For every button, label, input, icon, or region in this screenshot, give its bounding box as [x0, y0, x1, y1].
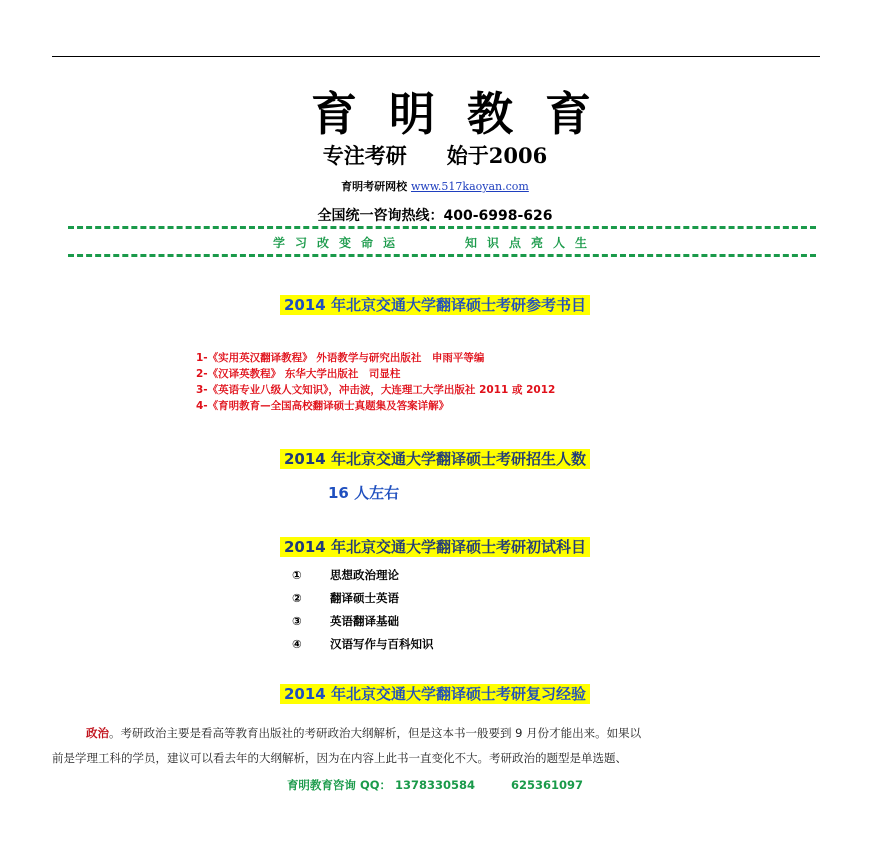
footer-contact-label: 育明教育咨询 QQ： [286, 778, 391, 792]
review-heading-row [0, 683, 870, 704]
slogan [0, 140, 870, 170]
school-url-link[interactable]: www.517kaoyan.com [410, 180, 529, 193]
dashed-divider-top [68, 226, 816, 229]
footer-contact [0, 777, 870, 793]
subject-name: 英语翻译基础 [330, 614, 399, 628]
footer-qq-2: 625361097 [511, 778, 584, 792]
slogan-right: 始于2006 [446, 143, 548, 168]
subject-number: ③ [292, 614, 302, 628]
subject-number: ① [292, 568, 302, 582]
review-paragraph-line: 前是学理工科的学员，建议可以看去年的大纲解析，因为在内容上此书一直变化不大。考研政治的题型是单选题、 [52, 751, 627, 765]
subject-number: ④ [292, 637, 302, 651]
slogan-left: 专注考研 [322, 143, 407, 168]
subject-name: 汉语写作与百科知识 [330, 637, 434, 651]
books-heading: 2014 年北京交通大学翻译硕士考研参考书目 [280, 295, 590, 315]
footer-qq-1: 1378330584 [395, 778, 476, 792]
hotline: 全国统一咨询热线：400-6998-626 [317, 208, 553, 224]
subject-item [292, 636, 434, 652]
motto-right: 知识点亮人生 [465, 236, 598, 250]
review-heading: 2014 年北京交通大学翻译硕士考研复习经验 [280, 684, 590, 704]
subject-name: 翻译硕士英语 [330, 591, 399, 605]
review-paragraph-lead: 政治 [86, 726, 109, 740]
book-item: 3-《英语专业八级人文知识》，冲击波，大连理工大学出版社 2011 或 2012 [196, 384, 556, 396]
school-label: 育明考研网校 [341, 180, 408, 193]
subject-item [292, 590, 399, 606]
subject-number: ② [292, 591, 302, 605]
subject-item [292, 613, 399, 629]
motto [0, 234, 870, 251]
school-line [0, 178, 870, 194]
top-divider [52, 56, 820, 57]
subjects-heading: 2014 年北京交通大学翻译硕士考研初试科目 [280, 537, 590, 557]
dashed-divider-bottom [68, 254, 816, 257]
subject-name: 思想政治理论 [330, 568, 399, 582]
enroll-heading: 2014 年北京交通大学翻译硕士考研招生人数 [280, 449, 590, 469]
subjects-heading-row [0, 536, 870, 557]
brand-title: 育明教育 [311, 87, 623, 141]
subject-item [292, 567, 399, 583]
motto-left: 学习改变命运 [272, 236, 405, 250]
enroll-count: 16 人左右 [328, 484, 400, 502]
books-heading-row [0, 294, 870, 315]
book-item: 2-《汉译英教程》 东华大学出版社 司显柱 [196, 368, 401, 380]
book-item: 4-《育明教育—全国高校翻译硕士真题集及答案详解》 [196, 400, 450, 412]
review-paragraph-text: 。考研政治主要是看高等教育出版社的考研政治大纲解析，但是这本书一般要到 9 月份才能出来。如果以 [109, 726, 642, 740]
review-paragraph-line [86, 725, 641, 741]
book-item: 1-《实用英汉翻译教程》 外语教学与研究出版社 申雨平等编 [196, 352, 485, 364]
enroll-heading-row [0, 448, 870, 469]
